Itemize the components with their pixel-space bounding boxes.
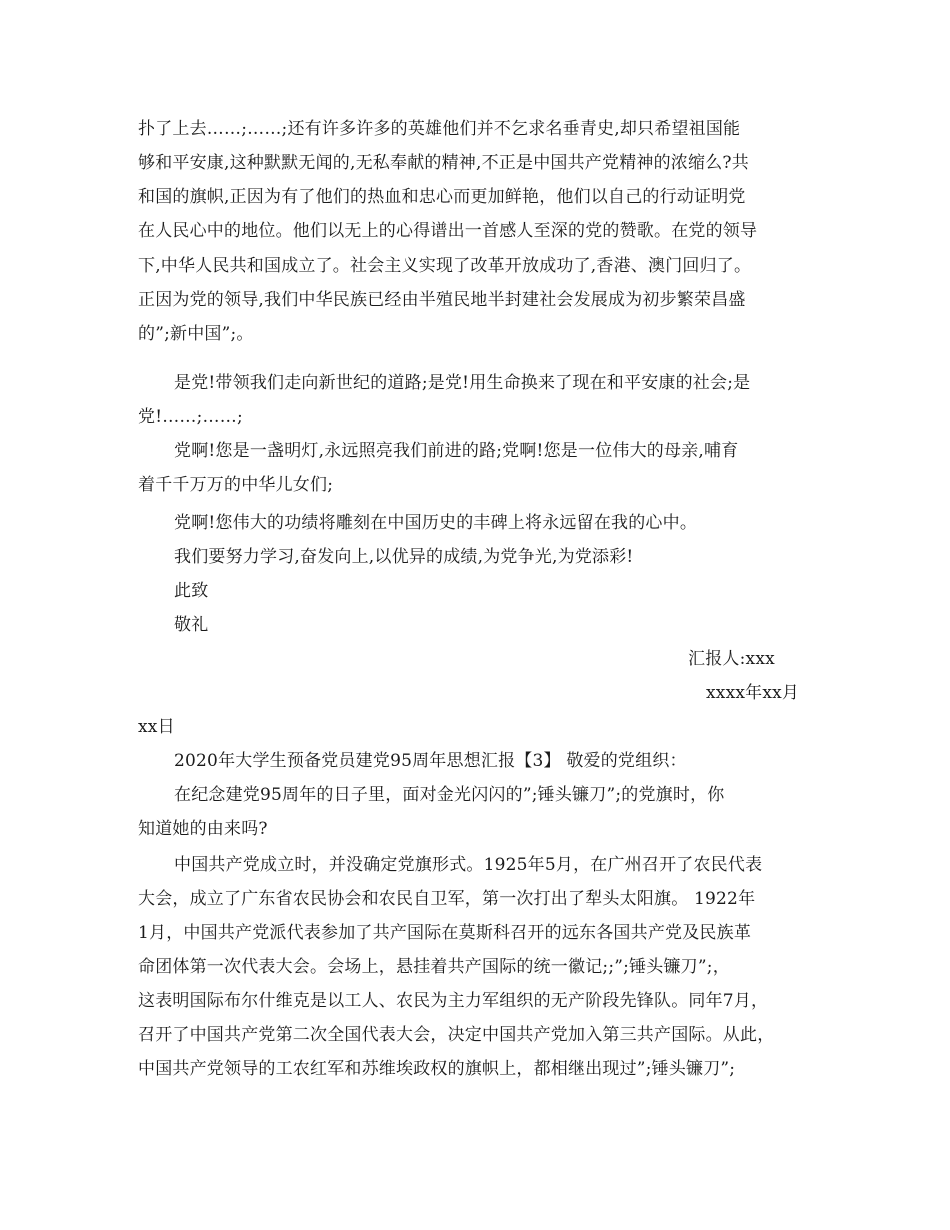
text-line: 是党!带领我们走向新世纪的道路;是党!用生命换来了现在和平安康的社会;是 — [174, 373, 751, 393]
text-line: 和国的旗帜,正因为有了他们的热血和忠心而更加鲜艳，他们以自己的行动证明党 — [138, 187, 746, 207]
text-line: 的”;新中国”;。 — [138, 324, 254, 344]
text-line: 我们要努力学习,奋发向上,以优异的成绩,为党争光,为党添彩! — [174, 547, 634, 567]
text-line: 这表明国际布尔什维克是以工人、农民为主力军组织的无产阶段先锋队。同年7月， — [138, 991, 769, 1011]
closing-salutation: 敬礼 — [174, 615, 209, 635]
closing-salutation: 此致 — [174, 581, 209, 601]
text-line: 命团体第一次代表大会。会场上，悬挂着共产国际的统一徽记;;”;锤头镰刀”;， — [138, 957, 730, 977]
text-line: 够和平安康,这种默默无闻的,无私奉献的精神,不正是中国共产党精神的浓缩么?共 — [138, 153, 749, 173]
text-line: 着千千万万的中华儿女们; — [138, 475, 334, 495]
text-line: 党!……;……; — [138, 407, 243, 427]
text-line: 在人民心中的地位。他们以无上的心得谱出一首感人至深的党的赞歌。在党的领导 — [138, 221, 758, 241]
text-line: 党啊!您伟大的功绩将雕刻在中国历史的丰碑上将永远留在我的心中。 — [174, 513, 698, 533]
report-date: xxxx年xx月 — [706, 683, 800, 703]
text-line: 中国共产党领导的工农红军和苏维埃政权的旗帜上，都相继出现过”;锤头镰刀”; — [138, 1059, 736, 1079]
text-line: 召开了中国共产党第二次全国代表大会，决定中国共产党加入第三共产国际。从此， — [138, 1025, 775, 1045]
text-line: 知道她的由来吗? — [138, 819, 268, 839]
text-line: 党啊!您是一盏明灯,永远照亮我们前进的路;党啊!您是一位伟大的母亲,哺育 — [174, 441, 739, 461]
text-line: 扑了上去……;……;还有许多许多的英雄他们并不乞求名垂青史,却只希望祖国能 — [138, 119, 741, 139]
text-line: 中国共产党成立时，并没确定党旗形式。1925年5月，在广州召开了农民代表 — [174, 855, 763, 875]
section-heading: 2020年大学生预备党员建党95周年思想汇报【3】 敬爱的党组织： — [174, 751, 687, 771]
report-date: xx日 — [138, 717, 175, 737]
text-line: 在纪念建党95周年的日子里，面对金光闪闪的”;锤头镰刀”;的党旗时，你 — [174, 785, 725, 805]
reporter-signature: 汇报人:xxx — [688, 649, 775, 669]
text-line: 1月，中国共产党派代表参加了共产国际在莫斯科召开的远东各国共产党及民族革 — [138, 923, 752, 943]
text-line: 大会，成立了广东省农民协会和农民自卫军，第一次打出了犁头太阳旗。 1922年 — [138, 889, 756, 909]
text-line: 正因为党的领导,我们中华民族已经由半殖民地半封建社会发展成为初步繁荣昌盛 — [138, 290, 746, 310]
text-line: 下,中华人民共和国成立了。社会主义实现了改革开放成功了,香港、澳门回归了。 — [138, 256, 752, 276]
